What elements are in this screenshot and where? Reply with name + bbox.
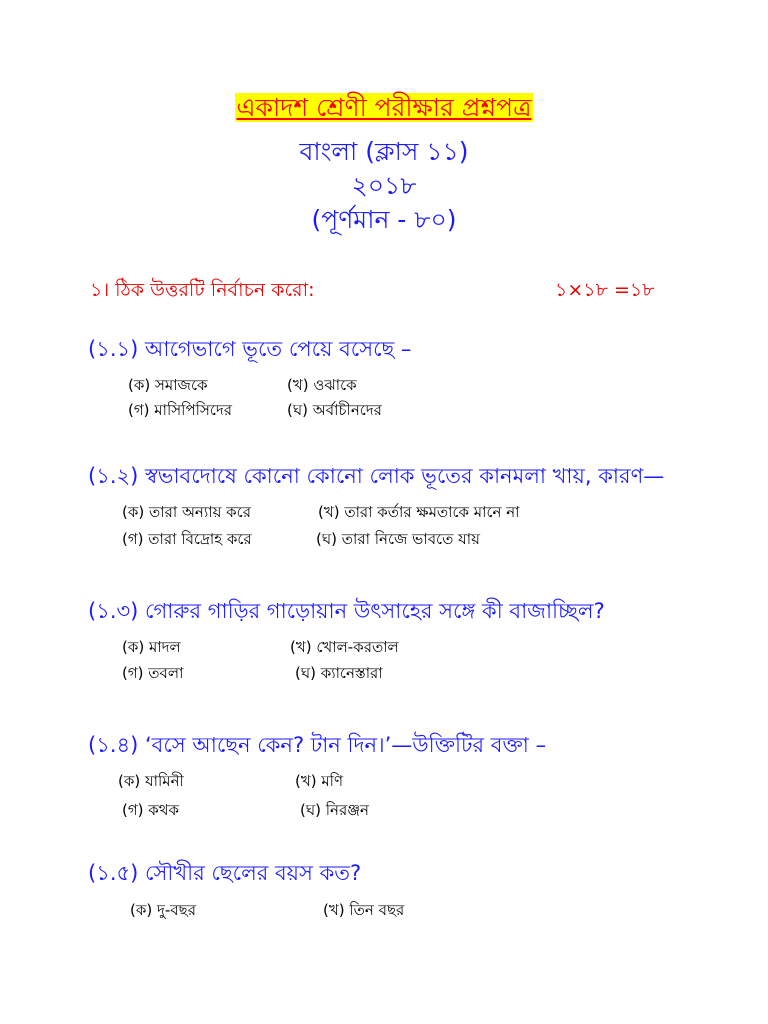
question-text: (১.৫) সৌখীর ছেলের বয়স কত?	[88, 861, 362, 885]
option-item: (ঘ) তারা নিজে ভাবতে যায়	[316, 530, 480, 548]
question-text: (১.৩) গোরুর গাড়ির গাড়োয়ান উৎসাহের সঙ্গে কী বাজাচ্ছিল?	[88, 599, 605, 623]
option-item: (ক) তারা অন্যায় করে	[122, 503, 251, 521]
exam-year: ২০১৮	[351, 171, 417, 200]
option-item: (খ) খোল-করতাল	[290, 638, 399, 656]
question-text: (১.২) স্বভাবদোষে কোনো কোনো লোক ভূতের কানমলা খায়, কারণ—	[88, 464, 665, 488]
option-item: (গ) মাসিপিসিদের	[128, 401, 233, 419]
section-marks: ১×১৮ =১৮	[555, 279, 655, 301]
exam-title-text: একাদশ শ্রেণী পরীক্ষার প্রশ্নপত্র	[236, 93, 532, 122]
option-item: (ঘ) ক্যানেস্তারা	[295, 664, 383, 682]
option-item: (খ) তিন বছর	[323, 901, 405, 919]
option-item: (খ) ওঝাকে	[287, 376, 357, 394]
option-item: (ক) মাদল	[122, 638, 181, 656]
option-item: (গ) তবলা	[122, 664, 184, 682]
option-item: (ক) সমাজকে	[128, 376, 208, 394]
question-text: (১.১) আগেভাগে ভূতে পেয়ে বসেছে –	[88, 337, 412, 361]
section-instruction: ১। ঠিক উত্তরটি নির্বাচন করো:	[90, 279, 315, 301]
option-item: (খ) তারা কর্তার ক্ষমতাকে মানে না	[318, 503, 520, 521]
option-item: (ক) দু-বছর	[130, 901, 196, 919]
option-item: (ক) যামিনী	[118, 772, 184, 790]
option-item: (গ) তারা বিদ্রোহ করে	[122, 530, 252, 548]
option-item: (খ) মণি	[295, 772, 344, 790]
question-text: (১.৪) ‘বসে আছেন কেন? টান দিন।’—উক্তিটির বক্তা –	[88, 733, 547, 757]
option-item: (ঘ) অর্বাচীনদের	[287, 401, 382, 419]
option-item: (গ) কথক	[122, 801, 180, 819]
subject-line: বাংলা (ক্লাস ১১)	[299, 137, 469, 166]
exam-title	[0, 92, 768, 124]
full-marks: (পূর্ণমান - ৮০)	[311, 205, 457, 234]
option-item: (ঘ) নিরঞ্জন	[300, 801, 370, 819]
